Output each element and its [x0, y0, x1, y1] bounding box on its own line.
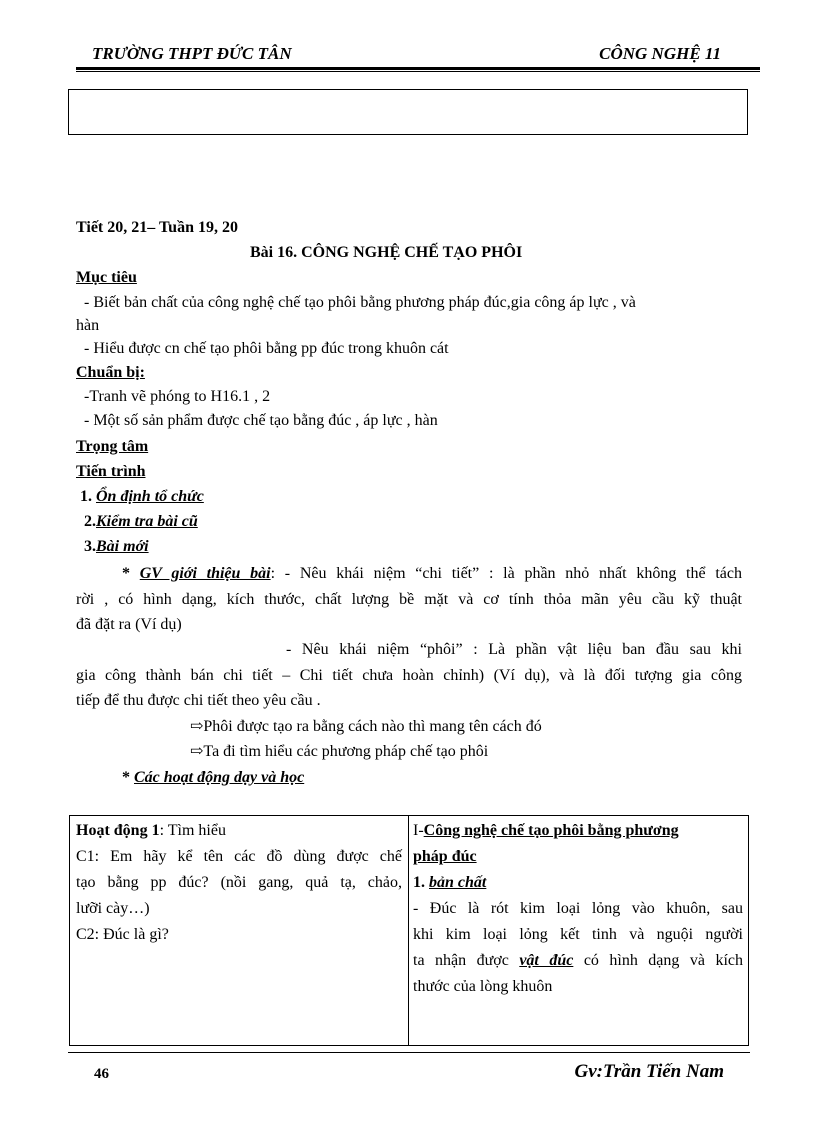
phoi-line-1: - Nêu khái niệm “phôi” : Là phần vật liệu ban đầu sau khi [286, 641, 742, 658]
subsection-heading [413, 870, 743, 896]
intro-label: GV giới thiệu bài [139, 565, 271, 582]
step-2-number: 2. [84, 513, 96, 530]
header-rule-thin [76, 71, 760, 72]
step-1-label: Ổn định tổ chức [96, 488, 204, 505]
preparation-heading: Chuẩn bị: [76, 364, 145, 381]
activities-heading [122, 768, 304, 788]
page-number: 46 [94, 1066, 109, 1082]
table-left-cell [76, 818, 402, 948]
process-step-1 [80, 487, 204, 507]
intro-text: : - Nêu khái niệm “chi tiết” : là phần nhỏ nhất không thể tách [270, 565, 742, 582]
arrow-right-icon: ⇨ [190, 743, 204, 760]
table-right-cell [413, 818, 743, 1000]
question-1-line2: tạo bằng pp đúc? (nồi gang, quả tạ, chảo, [76, 874, 402, 891]
footer-author: Gv:Trần Tiến Nam [574, 1061, 724, 1082]
intro-line-2: rời , có hình dạng, kích thước, chất lượng bề mặt và cơ tính thỏa mãn yêu cầu kỹ thuật [76, 591, 742, 608]
intro-line-1 [122, 564, 742, 584]
objective-2: - Hiểu được cn chế tạo phôi bằng pp đúc trong khuôn cát [84, 340, 449, 357]
preparation-2: - Một số sản phẩm được chế tạo bằng đúc , áp lực , hàn [84, 412, 438, 429]
objective-1-line1: - Biết bản chất của công nghệ chế tạo phôi bằng phương pháp đúc,gia công áp lực , và [84, 294, 636, 311]
definition-term: vật đúc [519, 952, 574, 969]
question-2: C2: Đúc là gì? [76, 926, 169, 943]
activity-title [76, 818, 402, 844]
activity-rest: : Tìm hiểu [159, 822, 226, 839]
step-3-label: Bài mới [96, 538, 149, 555]
definition-line3 [413, 948, 743, 974]
section-title: Công nghệ chế tạo phôi bằng phương [423, 822, 679, 839]
note-2 [190, 742, 488, 762]
intro-line-3: đã đặt ra (Ví dụ) [76, 616, 182, 633]
process-step-3 [84, 537, 149, 557]
definition-line1: - Đúc là rót kim loại lỏng vào khuôn, sau [413, 900, 743, 917]
preparation-1: -Tranh vẽ phóng to H16.1 , 2 [84, 388, 271, 405]
phoi-line-2: gia công thành bán chi tiết – Chi tiết chưa hoàn chỉnh) (Ví dụ), và là đối tượng gia công [76, 667, 742, 684]
focus-heading: Trọng tâm [76, 438, 149, 455]
lesson-period: Tiết 20, 21– Tuần 19, 20 [76, 219, 238, 236]
header-school: TRƯỜNG THPT ĐỨC TÂN [92, 44, 292, 63]
step-3-number: 3. [84, 538, 96, 555]
arrow-right-icon: ⇨ [190, 718, 204, 735]
objective-1-line2: hàn [76, 317, 100, 334]
step-2-label: Kiểm tra bài cũ [96, 513, 198, 530]
definition-line4: thước của lòng khuôn [413, 978, 553, 995]
process-heading: Tiến trình [76, 463, 146, 480]
header-subject: CÔNG NGHỆ 11 [599, 44, 721, 63]
question-1-line1: C1: Em hãy kể tên các đồ dùng được chế [76, 848, 402, 865]
intro-bullet: * [122, 565, 140, 582]
section-prefix: I- [413, 822, 424, 839]
note-2-text: Ta đi tìm hiểu các phương pháp chế tạo phôi [203, 743, 489, 760]
empty-frame [68, 89, 748, 135]
table-divider [408, 815, 409, 1046]
note-1 [190, 717, 542, 737]
section-heading-line2: pháp đúc [413, 848, 477, 865]
footer-rule [68, 1052, 750, 1053]
objectives-heading: Mục tiêu [76, 269, 137, 286]
activities-label: Các hoạt động dạy và học [134, 769, 305, 786]
step-1-number: 1. [80, 488, 96, 505]
definition-line2: khi kim loại lỏng kết tinh và nguội người [413, 926, 743, 943]
subsection-label: bản chất [429, 874, 487, 891]
activity-label: Hoạt động 1 [76, 822, 160, 839]
definition-post: có hình dạng và kích [573, 952, 744, 969]
activities-bullet: * [122, 769, 134, 786]
lesson-title: Bài 16. CÔNG NGHỆ CHẾ TẠO PHÔI [250, 244, 523, 261]
section-heading-line1 [413, 818, 743, 844]
question-1-line3: lưỡi cày…) [76, 900, 150, 917]
subsection-number: 1. [413, 874, 429, 891]
note-1-text: Phôi được tạo ra bằng cách nào thì mang tên cách đó [203, 718, 542, 735]
process-step-2 [84, 512, 198, 532]
phoi-line-3: tiếp để thu được chi tiết theo yêu cầu . [76, 692, 321, 709]
header-rule [76, 67, 760, 70]
definition-pre: ta nhận được [413, 952, 520, 969]
